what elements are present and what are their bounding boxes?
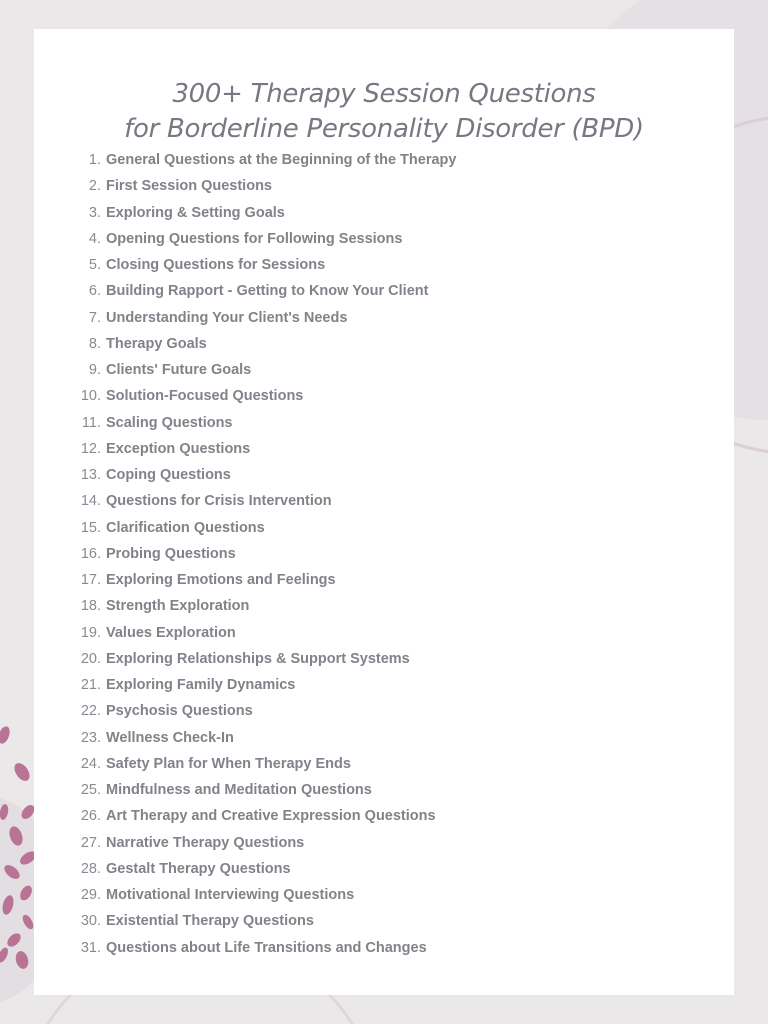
toc-item-label[interactable]: Exploring Family Dynamics: [106, 677, 296, 693]
toc-item-number: 16.: [80, 545, 101, 562]
toc-item-label[interactable]: Motivational Interviewing Questions: [106, 887, 355, 903]
toc-item-number: 14.: [80, 493, 101, 510]
toc-item-number: 9.: [88, 362, 101, 378]
toc-item[interactable]: [34, 226, 734, 252]
toc-item-label[interactable]: Exception Questions: [106, 440, 251, 457]
toc-item-number: 31.: [80, 939, 101, 956]
toc-item-label[interactable]: Safety Plan for When Therapy Ends: [106, 755, 351, 772]
toc-item-number: 24.: [80, 755, 101, 772]
toc-item-label[interactable]: Existential Therapy Questions: [106, 913, 314, 930]
toc-item[interactable]: [34, 515, 734, 541]
toc-item-label[interactable]: Clients' Future Goals: [106, 362, 252, 378]
toc-item[interactable]: [34, 620, 734, 646]
page-title: [34, 77, 734, 147]
toc-item-label[interactable]: Exploring Relationships & Support Systems: [106, 650, 410, 667]
toc-item-number: 30.: [80, 913, 101, 930]
toc-item-label[interactable]: Psychosis Questions: [106, 703, 253, 720]
toc-item-number: 17.: [80, 572, 101, 588]
toc-item-label[interactable]: Probing Questions: [106, 545, 236, 562]
toc-item-number: 13.: [80, 467, 101, 483]
toc-item[interactable]: [34, 147, 734, 173]
toc-item[interactable]: [34, 200, 734, 226]
toc-item-label[interactable]: Exploring Emotions and Feelings: [106, 572, 336, 588]
toc-item-number: 12.: [80, 440, 101, 457]
toc-item[interactable]: [34, 173, 734, 199]
toc-item-number: 27.: [80, 834, 101, 851]
toc-item[interactable]: [34, 357, 734, 383]
toc-item-number: 15.: [80, 519, 101, 536]
toc-item-label[interactable]: Clarification Questions: [106, 519, 265, 536]
toc-item-label[interactable]: Scaling Questions: [106, 414, 233, 431]
toc-item[interactable]: [34, 777, 734, 803]
document-card: [34, 29, 734, 995]
toc-item-number: 10.: [80, 388, 101, 405]
toc-item[interactable]: [34, 541, 734, 567]
toc-item[interactable]: [34, 567, 734, 593]
toc-item-number: 18.: [80, 598, 101, 615]
toc-item-number: 7.: [88, 309, 101, 326]
toc-item-number: 21.: [80, 677, 101, 693]
toc-item[interactable]: [34, 725, 734, 751]
toc-item-label[interactable]: Narrative Therapy Questions: [106, 834, 305, 851]
page-title-line-1: 300+ Therapy Session Questions: [172, 79, 596, 109]
toc-item-number: 22.: [80, 703, 101, 720]
toc-item[interactable]: [34, 436, 734, 462]
toc-item-label[interactable]: Art Therapy and Creative Expression Questions: [106, 808, 436, 825]
toc-item[interactable]: [34, 751, 734, 777]
toc-item-number: 20.: [80, 650, 101, 667]
toc-item-label[interactable]: Strength Exploration: [106, 598, 250, 615]
toc-item[interactable]: [34, 305, 734, 331]
toc-item[interactable]: [34, 935, 734, 961]
toc-item[interactable]: [34, 383, 734, 409]
toc-item-label[interactable]: Therapy Goals: [106, 335, 207, 352]
toc-item[interactable]: [34, 856, 734, 882]
toc-item-number: 1.: [88, 152, 101, 168]
toc-item-label[interactable]: Values Exploration: [106, 624, 236, 641]
toc-item[interactable]: [34, 252, 734, 278]
toc-item-label[interactable]: First Session Questions: [106, 178, 272, 195]
toc-item[interactable]: [34, 646, 734, 672]
toc-item-label[interactable]: Understanding Your Client's Needs: [106, 309, 348, 326]
toc-item[interactable]: [34, 908, 734, 934]
toc-item-number: 19.: [80, 624, 101, 641]
toc-item-label[interactable]: Gestalt Therapy Questions: [106, 860, 291, 877]
toc-item-number: 23.: [80, 729, 101, 746]
toc-item-label[interactable]: Mindfulness and Meditation Questions: [106, 782, 372, 798]
toc-item[interactable]: [34, 882, 734, 908]
toc-item-label[interactable]: Questions about Life Transitions and Changes: [106, 939, 427, 956]
toc-item-label[interactable]: Exploring & Setting Goals: [106, 204, 285, 221]
toc-item-number: 11.: [81, 414, 101, 431]
table-of-contents: [34, 147, 734, 961]
toc-item[interactable]: [34, 698, 734, 724]
toc-item-label[interactable]: Coping Questions: [106, 467, 231, 483]
toc-item-label[interactable]: Solution-Focused Questions: [106, 388, 304, 405]
toc-item-number: 28.: [80, 860, 101, 877]
toc-item[interactable]: [34, 410, 734, 436]
toc-item[interactable]: [34, 462, 734, 488]
toc-item-number: 6.: [88, 283, 101, 300]
toc-item[interactable]: [34, 278, 734, 304]
toc-item[interactable]: [34, 803, 734, 829]
toc-item[interactable]: [34, 331, 734, 357]
toc-item-label[interactable]: Building Rapport - Getting to Know Your Client: [106, 283, 429, 300]
toc-item-label[interactable]: General Questions at the Beginning of the Therapy: [106, 152, 457, 168]
toc-item-number: 2.: [88, 178, 101, 195]
toc-item-number: 25.: [80, 782, 101, 798]
toc-item[interactable]: [34, 593, 734, 619]
toc-item[interactable]: [34, 488, 734, 514]
toc-item-label[interactable]: Closing Questions for Sessions: [106, 257, 326, 273]
toc-item-number: 3.: [88, 204, 101, 221]
page-title-line-2: for Borderline Personality Disorder (BPD): [124, 114, 644, 144]
toc-item[interactable]: [34, 830, 734, 856]
toc-item-label[interactable]: Questions for Crisis Intervention: [106, 493, 332, 510]
toc-item-number: 8.: [88, 335, 101, 352]
toc-item-number: 29.: [80, 887, 101, 903]
toc-item-number: 4.: [88, 230, 101, 247]
toc-item-number: 26.: [80, 808, 101, 825]
toc-item-number: 5.: [88, 257, 101, 273]
toc-item-label[interactable]: Wellness Check-In: [106, 729, 234, 746]
toc-item-label[interactable]: Opening Questions for Following Sessions: [106, 230, 403, 247]
toc-item[interactable]: [34, 672, 734, 698]
